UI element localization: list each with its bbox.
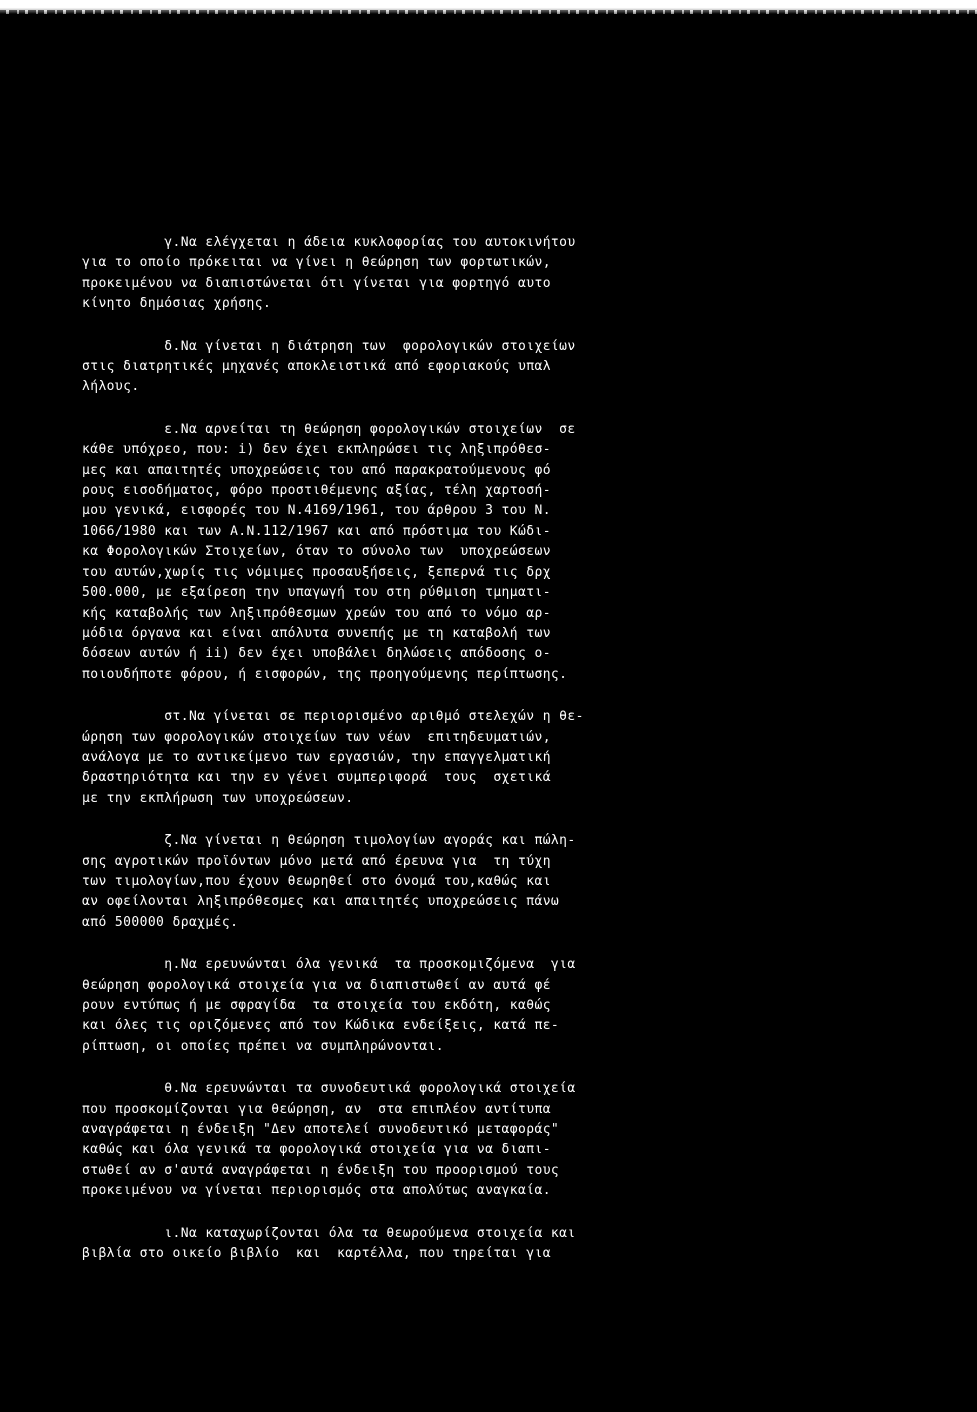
text-line: από 500000 δραχμές. — [82, 914, 239, 930]
text-line: καθώς και όλα γενικά τα φορολογικά στοιχεία για να διαπι- — [82, 1142, 551, 1158]
text-line: αναγράφεται η ένδειξη "Δεν αποτελεί συνοδευτικό μεταφοράς" — [82, 1122, 560, 1138]
text-line: και όλες τις οριζόμενες από τον Κώδικα ενδείξεις, κατά πε- — [82, 1018, 560, 1034]
text-line: 500.000, με εξαίρεση την υπαγωγή του στη ρύθμιση τμηματι- — [82, 585, 551, 601]
text-line: ανάλογα με το αντικείμενο των εργασιών, την επαγγελματική — [82, 749, 551, 765]
scan-top-edge — [0, 0, 977, 14]
text-line: των τιμολογίων,που έχουν θεωρηθεί στο όνομά του,καθώς και — [82, 873, 551, 889]
text-line: αν οφείλονται ληξιπρόθεσμες και απαιτητές υποχρεώσεις πάνω — [82, 894, 560, 910]
text-line: κάθε υπόχρεο, που: i) δεν έχει εκπληρώσει τις ληξιπρόθεσ- — [82, 442, 551, 458]
text-line: η.Να ερευνώνται όλα γενικά τα προσκομιζόμενα για — [82, 957, 576, 973]
document-body — [82, 233, 912, 1286]
text-line: ώρηση των φορολογικών στοιχείων των νέων επιτηδευματιών, — [82, 729, 551, 745]
paragraph-theta — [82, 1079, 912, 1201]
paragraph-iota — [82, 1224, 912, 1265]
text-line: στ.Να γίνεται σε περιορισμένο αριθμό στελεχών η θε- — [82, 709, 584, 725]
paragraph-eta — [82, 955, 912, 1057]
text-line: προκειμένου να διαπιστώνεται ότι γίνεται για φορτηγό αυτο — [82, 275, 551, 291]
text-line: κίνητο δημόσιας χρήσης. — [82, 296, 272, 312]
paragraph-delta — [82, 337, 912, 398]
text-line: ι.Να καταχωρίζονται όλα τα θεωρούμενα στοιχεία και — [82, 1225, 576, 1241]
text-line: με την εκπλήρωση των υποχρεώσεων. — [82, 790, 354, 806]
text-line: βιβλία στο οικείο βιβλίο και καρτέλλα, που τηρείται για — [82, 1246, 551, 1262]
text-line: θ.Να ερευνώνται τα συνοδευτικά φορολογικά στοιχεία — [82, 1081, 576, 1097]
text-line: ρουν εντύπως ή με σφραγίδα τα στοιχεία του εκδότη, καθώς — [82, 998, 551, 1013]
paragraph-st — [82, 707, 912, 809]
text-line: μόδια όργανα και είναι απόλυτα συνεπής με τη καταβολή των — [82, 625, 551, 641]
text-line: σης αγροτικών προϊόντων μόνο μετά από έρευνα για τη τύχη — [82, 853, 551, 869]
text-line: μες και απαιτητές υποχρεώσεις του από παρακρατούμενους φό — [82, 462, 551, 478]
text-line: που προσκομίζονται για θεώρηση, αν στα επιπλέον αντίτυπα — [82, 1101, 551, 1117]
text-line: θεώρηση φορολογικά στοιχεία για να διαπιστωθεί αν αυτά φέ — [82, 977, 551, 993]
text-line: ζ.Να γίνεται η θεώρηση τιμολογίων αγοράς και πώλη- — [82, 833, 576, 849]
text-line: δραστηριότητα και την εν γένει συμπεριφορά τους σχετικά — [82, 770, 551, 786]
text-line: ρους εισοδήματος, φόρο προστιθέμενης αξίας, τέλη χαρτοσή- — [82, 483, 551, 499]
paragraph-epsilon — [82, 420, 912, 685]
paragraph-zeta — [82, 831, 912, 933]
text-line: για το οποίο πρόκειται να γίνει η θεώρηση των φορτωτικών, — [82, 255, 551, 271]
text-line: λήλους. — [82, 379, 140, 395]
text-line: προκειμένου να γίνεται περιορισμός στα απολύτως αναγκαία. — [82, 1183, 551, 1199]
text-line: δόσεων αυτών ή ii) δεν έχει υποβάλει δηλώσεις απόδοσης ο- — [82, 646, 551, 662]
text-line: ε.Να αρνείται τη θεώρηση φορολογικών στοιχείων σε — [82, 421, 576, 437]
text-line: ποιουδήποτε φόρου, ή εισφορών, της προηγούμενης περίπτωσης. — [82, 666, 568, 682]
text-line: κα Φορολογικών Στοιχείων, όταν το σύνολο των υποχρεώσεων — [82, 544, 551, 560]
text-line: κής καταβολής των ληξιπρόθεσμων χρεών του από το νόμο αρ- — [82, 605, 551, 621]
paragraph-gamma — [82, 233, 912, 315]
text-line: ρίπτωση, οι οποίες πρέπει να συμπληρώνονται. — [82, 1038, 444, 1054]
text-line: του αυτών,χωρίς τις νόμιμες προσαυξήσεις, ξεπερνά τις δρχ — [82, 564, 551, 580]
text-line: στωθεί αν σ'αυτά αναγράφεται η ένδειξη του προορισμού τους — [82, 1162, 560, 1178]
text-line: γ.Να ελέγχεται η άδεια κυκλοφορίας του αυτοκινήτου — [82, 235, 576, 250]
text-line: στις διατρητικές μηχανές αποκλειστικά από εφοριακούς υπαλ — [82, 359, 551, 375]
text-line: δ.Να γίνεται η διάτρηση των φορολογικών στοιχείων — [82, 338, 576, 354]
text-line: μου γενικά, εισφορές του Ν.4169/1961, του άρθρου 3 του Ν. — [82, 503, 551, 519]
text-line: 1066/1980 και των Α.Ν.112/1967 και από πρόστιμα του Κώδι- — [82, 523, 551, 539]
